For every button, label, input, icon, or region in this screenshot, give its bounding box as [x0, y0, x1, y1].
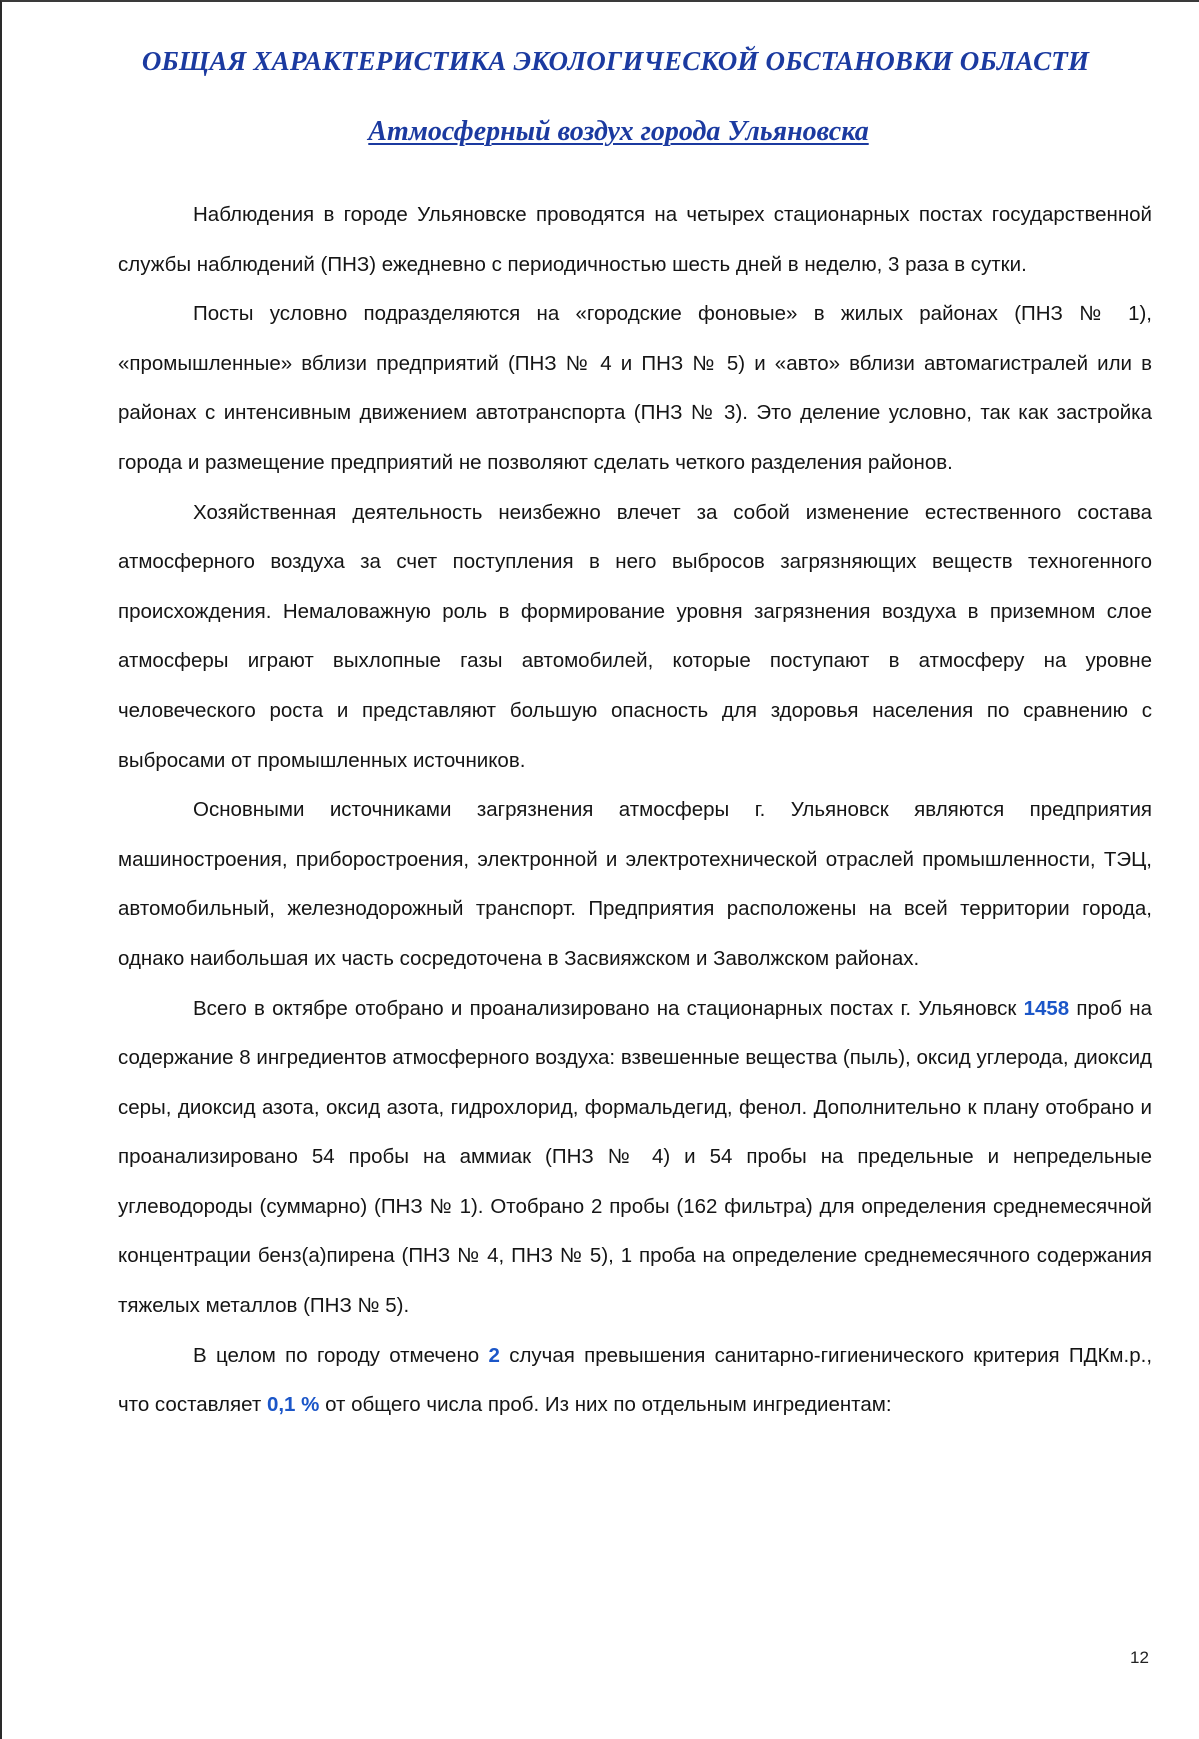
- samples-rest: проб на содержание 8 ингредиентов атмосферного воздуха: взвешенные вещества (пыль), оксид углерода, диоксид серы, диоксид азота, оксид азота, гидрохлорид, формальдегид, фенол. Дополнительно к плану отобрано и проанализировано 54 пробы на аммиак (ПНЗ № 4) и 54 пробы на предельные и непредельные углеводороды (суммарно) (ПНЗ № 1). Отобрано 2 пробы (162 фильтра) для определения среднемесячной концентрации бенз(а)пирена (ПНЗ № 4, ПНЗ № 5), 1 проба на определение среднемесячного содержания тяжелых металлов (ПНЗ № 5).: [118, 996, 1152, 1318]
- paragraph-observation-posts: Наблюдения в городе Ульяновске проводятся на четырех стационарных постах государственной службы наблюдений (ПНЗ) ежедневно с периодичностью шесть дней в неделю, 3 раза в сутки.: [118, 203, 1152, 276]
- exceedances-rest: от общего числа проб. Из них по отдельным ингредиентам:: [325, 1393, 892, 1417]
- document-body: [118, 190, 1152, 1430]
- document-title: ОБЩАЯ ХАРАКТЕРИСТИКА ЭКОЛОГИЧЕСКОЙ ОБСТАНОВКИ ОБЛАСТИ: [141, 46, 1090, 76]
- page-number: 12: [1130, 1648, 1149, 1667]
- samples-intro: Всего в октябре отобрано и проанализировано на стационарных постах г. Ульяновск: [193, 996, 1017, 1020]
- samples-count: 1458: [1023, 996, 1070, 1020]
- paragraph-pollution-sources: Основными источниками загрязнения атмосферы г. Ульяновск являются предприятия машиностроения, приборостроения, электронной и электротехнической отраслей промышленности, ТЭЦ, автомобильный, железнодорожный транспорт. Предприятия расположены на всей территории города, однако наибольшая их часть сосредоточена в Засвияжском и Заволжском районах.: [118, 798, 1152, 970]
- exceedances-middle: случая превышения санитарно-гигиенического критерия ПДКм.р., что составляет: [118, 1343, 1153, 1417]
- exceedance-percent: 0,1 %: [266, 1393, 320, 1417]
- exceedance-cases-count: 2: [488, 1343, 500, 1367]
- paragraph-post-types: Посты условно подразделяются на «городские фоновые» в жилых районах (ПНЗ № 1), «промышленные» вблизи предприятий (ПНЗ № 4 и ПНЗ № 5) и «авто» вблизи автомагистралей или в районах с интенсивным движением автотранспорта (ПНЗ № 3). Это деление условно, так как застройка города и размещение предприятий не позволяют сделать четкого разделения районов.: [118, 302, 1152, 474]
- paragraph-economic-activity: Хозяйственная деятельность неизбежно влечет за собой изменение естественного состава атмосферного воздуха за счет поступления в него выбросов загрязняющих веществ техногенного происхождения. Немаловажную роль в формирование уровня загрязнения воздуха в приземном слое атмосферы играют выхлопные газы автомобилей, которые поступают в атмосферу на уровне человеческого роста и представляют большую опасность для здоровья населения по сравнению с выбросами от промышленных источников.: [118, 500, 1152, 772]
- section-subtitle-text: Атмосферный воздух города Ульяновска: [368, 116, 869, 147]
- exceedances-intro: В целом по городу отмечено: [193, 1343, 480, 1367]
- paragraph-samples: [118, 984, 1152, 1331]
- paragraph-exceedances: [118, 1331, 1152, 1430]
- section-subtitle: [2, 116, 1199, 148]
